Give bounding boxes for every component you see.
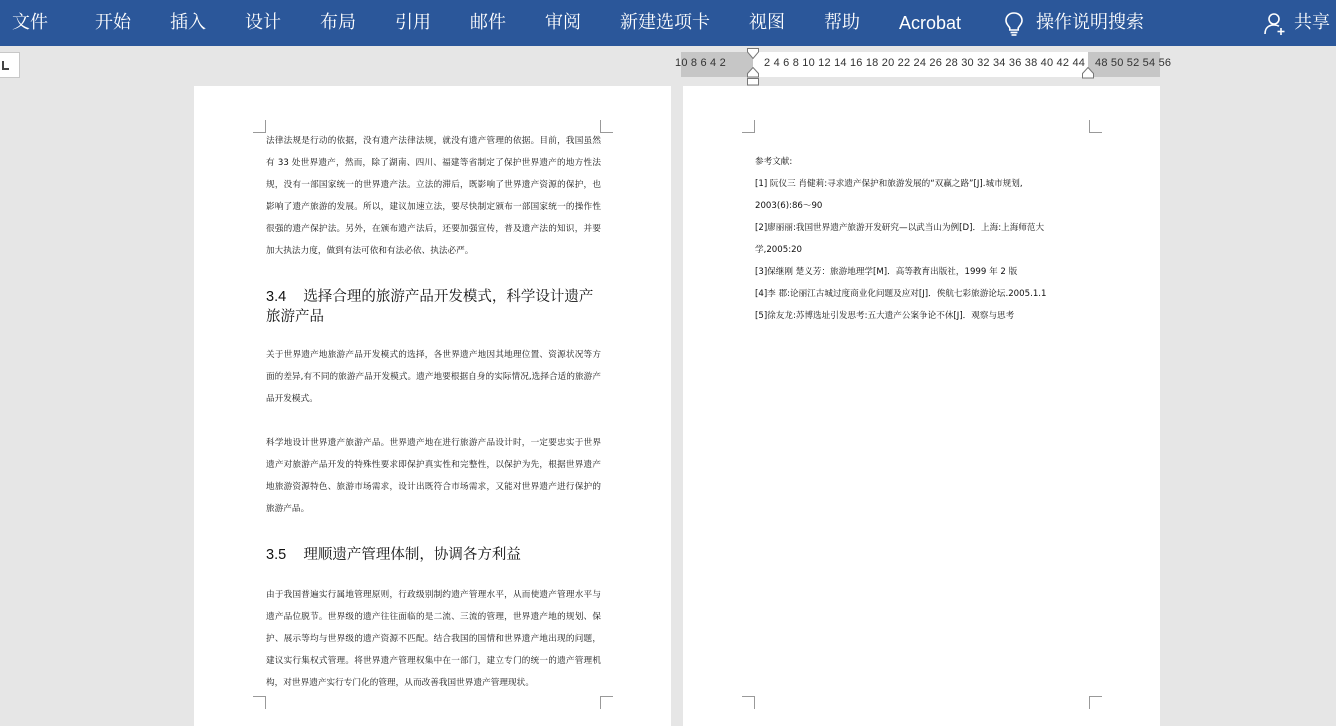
body-paragraph-design: 科学地设计世界遗产旅游产品。世界遗产地在进行旅游产品设计时，一定要忠实于世界遗产对旅游产品开发的特殊性要求即保护真实性和完整性，以保护为先，根据世界遗产地旅游资源特色、旅游市场需求，设计出既符合市场需求，又能对世界遗产进行保护的旅游产品。: [266, 438, 601, 514]
tab-review[interactable]: 审阅: [545, 12, 581, 33]
tell-me-search[interactable]: 操作说明搜索: [1036, 12, 1144, 33]
reference-1-cont: 2003(6):86～90: [755, 201, 823, 211]
lightbulb-icon[interactable]: [1003, 11, 1025, 37]
heading-text: 选择合理的旅游产品开发模式，科学设计遗产旅游产品: [266, 289, 594, 325]
crop-mark: [253, 120, 266, 133]
tab-home[interactable]: 开始: [95, 12, 131, 33]
share-button[interactable]: 共享: [1294, 12, 1330, 33]
crop-mark: [600, 120, 613, 133]
reference-2: [2]廖丽丽:我国世界遗产旅游开发研究—以武当山为例[D]．上海:上海师范大: [755, 223, 1045, 233]
tab-references[interactable]: 引用: [395, 12, 431, 33]
references-title: 参考文献:: [755, 157, 793, 167]
ribbon-tab-bar: [0, 0, 1336, 46]
tab-mailings[interactable]: 邮件: [470, 12, 506, 33]
section-heading-3-4: [266, 287, 606, 327]
tab-help[interactable]: 帮助: [824, 12, 860, 33]
first-line-indent-marker[interactable]: [747, 48, 759, 60]
body-paragraph-mode: 关于世界遗产地旅游产品开发模式的选择，各世界遗产地因其地理位置、资源状况等方面的差异,有不同的旅游产品开发模式。遗产地要根据自身的实际情况,选择合适的旅游产品开发模式。: [266, 350, 601, 404]
tab-view[interactable]: 视图: [749, 12, 785, 33]
reference-1: [1] 阮仪三 肖健莉:寻求遗产保护和旅游发展的“双赢之路”[J].城市规划,: [755, 179, 1023, 189]
crop-mark: [253, 696, 266, 709]
reference-2-cont: 学,2005:20: [755, 245, 803, 255]
person-add-icon[interactable]: [1264, 12, 1286, 36]
ruler-main-numbers: 2 4 6 8 10 12 14 16 18 20 22 24 26 28 30 32 34 36 38 40 42 44: [764, 57, 1086, 69]
section-heading-3-5: [266, 545, 606, 565]
heading-text: 理顺遗产管理体制，协调各方利益: [303, 547, 521, 563]
tab-layout[interactable]: 布局: [320, 12, 356, 33]
ruler-right-numbers: 48 50 52 54 56: [1095, 57, 1172, 69]
crop-mark: [742, 696, 755, 709]
crop-mark: [742, 120, 755, 133]
tab-new-tab[interactable]: 新建选项卡: [620, 12, 710, 33]
reference-5: [5]徐友龙:苏博选址引发思考:五大遗产公案争论不休[J]．观察与思考: [755, 311, 1015, 321]
document-page-left[interactable]: [194, 86, 671, 726]
tab-design[interactable]: 设计: [245, 12, 281, 33]
crop-mark: [1089, 120, 1102, 133]
tab-acrobat[interactable]: Acrobat: [899, 13, 962, 33]
crop-mark: [600, 696, 613, 709]
reference-4: [4]李 郡:论丽江古城过度商业化问题及应对[J]．俟航七彩旅游论坛.2005.1.1: [755, 289, 1047, 299]
document-page-right[interactable]: [683, 86, 1160, 726]
heading-number: 3.5: [266, 547, 287, 563]
body-paragraph-management: 由于我国普遍实行属地管理原则，行政级别制约遗产管理水平，从而使遗产管理水平与遗产品位脱节。世界级的遗产往往面临的是二流、三流的管理，世界遗产地的规划、保护、展示等均与世界级的遗产资源不匹配。结合我国的国情和世界遗产地出现的问题，建议实行集权式管理。将世界遗产管理权集中在一部门，建立专门的统一的遗产管理机构，对世界遗产实行专门化的管理，从而改善我国世界遗产管理现状。: [266, 590, 601, 688]
right-indent-marker[interactable]: [1082, 67, 1094, 79]
hanging-indent-marker[interactable]: [747, 67, 759, 86]
ruler-left-numbers: 10 8 6 4 2: [675, 57, 726, 69]
tab-stop-selector[interactable]: [0, 52, 20, 78]
body-paragraph-law: 法律法规是行动的依据，没有遗产法律法规，就没有遗产管理的依据。目前，我国虽然有 33 处世界遗产，然而，除了湖南、四川、福建等省制定了保护世界遗产的地方性法规，没有一部国家统一的世界遗产法。立法的滞后，既影响了世界遗产资源的保护，也影响了遗产旅游的发展。所以，建议加速立法，要尽快制定颁布一部国家统一的操作性很强的遗产保护法。另外，在颁布遗产法后，还要加强宣传，普及遗产法的知识，并要加大执法力度，做到有法可依和有法必依、执法必严。: [266, 136, 601, 256]
heading-number: 3.4: [266, 289, 287, 305]
crop-mark: [1089, 696, 1102, 709]
tab-insert[interactable]: 插入: [170, 12, 206, 33]
tab-file[interactable]: 文件: [12, 12, 48, 33]
reference-3: [3]保继刚 楚义芳：旅游地理学[M]．高等教育出版社，1999 年 2 版: [755, 267, 1018, 277]
